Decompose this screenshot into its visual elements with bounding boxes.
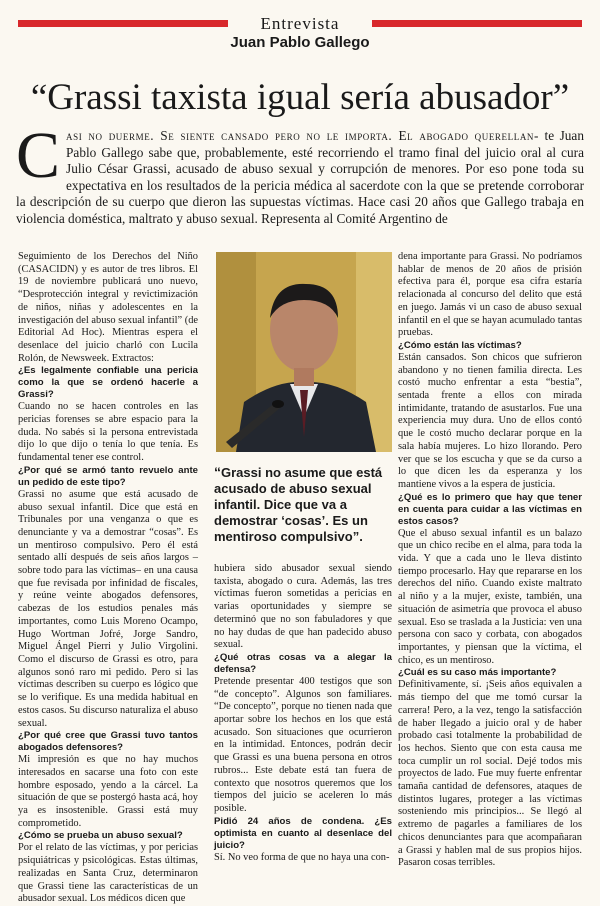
column-left [18, 251, 198, 905]
interview-question: ¿Cómo están las víctimas? [398, 339, 522, 351]
lead-smallcaps: asi no duerme. Se siente cansado pero no le importa. El abogado querellan- [66, 128, 540, 143]
body-paragraph: Sí. No veo forma de que no haya una con- [214, 851, 390, 863]
body-paragraph: Seguimiento de los Derechos del Niño (CASACIDN) y es autor de tres libros. El 19 de noviembre publicará uno nuevo, “Desprotección integral y revictimización de niños, niñas y adolescentes en la investigación del abuso sexual infantil” (de Editorial Ad Hoc). Mientras espera el desenlace del juicio charló con Lucila Rolón, de Newsweek. Extractos: [18, 251, 198, 364]
column-middle [214, 563, 392, 863]
pull-quote [214, 464, 392, 545]
body-paragraph: Cuando no se hacen controles en las pericias forenses se abre espacio para la duda. No sabés si la persona entrevistada dijo lo que dijo o tenía lo que tenía. Es fundamental tener ese control. [18, 401, 198, 464]
article-header [0, 0, 600, 72]
headline: “Grassi taxista igual sería abusador” [30, 77, 570, 118]
interview-question: ¿Es legalmente confiable una pericia como la que se ordenó hacerle a Grassi? [18, 365, 198, 401]
header-rule-right [372, 20, 582, 27]
body-paragraph: hubiera sido abusador sexual siendo taxista, abogado o cura. Además, las tres víctimas fueron sometidas a pericias en varias oportunidades y siempre se determinó que no son fabuladores y que no hay dudas de que han padecido abuso sexual. [214, 563, 392, 651]
lead-paragraph [16, 119, 584, 227]
body-paragraph: dena importante para Grassi. No podríamos hablar de menos de 20 años de prisión efectiva para él, porque esa cifra estaría relacionada al concurso del delito que está en juego. Jamás vi un caso de abuso sexual infantil en el que se hayan acumulado tantas pruebas. [398, 251, 582, 339]
column-right [398, 251, 582, 869]
interview-question: ¿Por qué cree que Grassi tuvo tantos abogados defensores? [18, 730, 198, 754]
body-paragraph: Mi impresión es que no hay muchos interesados en sacarse una foto con este hombre esposado, yendo a la cárcel. La situación de que se postergó hasta acá, hoy ya es insostenible. Grassi está muy comprometido. [18, 754, 198, 829]
portrait-photo [216, 252, 392, 452]
interview-question: ¿Cómo se prueba un abuso sexual? [18, 830, 183, 842]
interview-question: ¿Cuál es su caso más importante? [398, 667, 557, 679]
portrait-illustration [216, 252, 392, 452]
drop-cap: C [16, 119, 61, 192]
pull-quote-open-mark: “ [214, 464, 221, 480]
pull-quote-text: Grassi no asume que está acusado de abuso sexual infantil. Dice que va a demostrar ‘cosas’. Es un mentiroso compulsivo”. [214, 465, 383, 544]
interview-question: ¿Qué otras cosas va a alegar la defensa? [214, 651, 392, 675]
header-rule-left [18, 20, 228, 27]
section-kicker: Entrevista [260, 14, 340, 33]
interviewee-name: Juan Pablo Gallego [230, 34, 370, 51]
interview-question: Pidió 24 años de condena. ¿Es optimista en cuanto al desenlace del juicio? [214, 815, 392, 851]
body-paragraph: Grassi no asume que está acusado de abuso sexual infantil. Dice que está en Tribunales por una venganza o que es denunciante y va a demostrar “cosas”. Es un mentiroso compulsivo. Pero él está sentado allí después de seis años largos –sobre todo para las víctimas– en una causa que fue revisada por infinidad de fiscales, y reúne veinte abogados defensores, cabezas de los estudios penales más importantes, como Luis Moreno Ocampo, Hugo Wortman Jofré, Jorge Sandro, Miguel Ángel Pierri y Julio Virgolini. Como el discurso de Grassi es otro, para algunos sonó raro mi pedido. Pero si las víctimas describen su cuerpo es lógico que se lo verifique. Es una medida habitual en estos casos. Su discurso naturaliza el abuso sexual. [18, 488, 198, 729]
body-paragraph: Por el relato de las víctimas, y por pericias psiquiátricas y psicológicas. Estas últimas, realizadas en Santa Cruz, determinaron que Grassi tiene las características de un abusador sexual. Los médicos dicen que [18, 842, 198, 905]
interview-question: ¿Por qué se armó tanto revuelo ante un pedido de este tipo? [18, 464, 198, 488]
body-paragraph: Pretende presentar 400 testigos que son “de concepto”. Algunos son familiares. “De concepto”, porque no tienen nada que aportar sobre los hechos en los que está acusado. Son situaciones que ocurrieron en la intimidad. Entonces, podrán decir que Grassi es una buena persona en otros rubros... Este debate está tan fuera de contexto que nosotros queremos que los tiempos del juicio se aceleren lo más posible. [214, 675, 392, 814]
body-paragraph: Que el abuso sexual infantil es un balazo que un chico recibe en el alma, para toda la vida. Y que a cada uno le lleva distinto tiempo procesarlo. Hay que repararse en los derechos del niño. Cuando existe maltrato al niño y a la mujer, existe, también, una situación de asimetría que provoca el abuso sexual. Eso se traslada a la Justicia: ven una persona con saco y corbata, con abogados importantes, y piensan que la víctima, el chico, es un mentiroso. [398, 527, 582, 666]
body-paragraph: Definitivamente, sí. ¡Seis años equivalen a más tiempo del que me tomó cursar la carrera! Pero, a la vez, tengo la satisfacción de haber llegado a juicio oral y de haber probado casi totalmente la probabilidad de los hechos. Siento que con esta causa me toca cumplir un rol social. Dejé todos mis proyectos de lado. Fue muy fuerte enfrentar tamaña cantidad de defensores, ataques de distintos lugares, proteger a las víctimas sosteniendo mis principios... Se llegó al extremo de pagarles a familiares de los chicos denunciantes para que acompañaran a Grassi y hablen mal de sus propios hijos. Pasaron cosas terribles. [398, 679, 582, 869]
body-paragraph: Están cansados. Son chicos que sufrieron abandono y no tienen familia directa. Les costó mucho enfrentar a esta “bestia”, sentada frente a ellos con mirada intimidante, tratando de asustarlos. Fue una experiencia muy dura. Uno de ellos contó que le costó mucho declarar porque en la sala había mujeres. Lo hizo llorando. Pero ver que se los escucha y que se da curso a lo que dicen les da esperanza y los mantiene vivos a la espera de justicia. [398, 351, 582, 490]
lead-text: te Juan Pablo Gallego sabe que, probablemente, esté recorriendo el tramo final del juicio oral al cura Julio César Grassi, acusado de abuso sexual y corrupción de menores. Por eso pone toda su expectativa en los resultados de la pericia médica al sacerdote con la que se pretende corroborar la descripción de su cuerpo que dieron las supuestas víctimas. Hace casi 20 años que Gallego trabaja en violencia doméstica, maltrato y abuso sexual. Representa al Comité Argentino de [16, 128, 584, 226]
interview-question: ¿Qué es lo primero que hay que tener en cuenta para cuidar a las víctimas en estos casos? [398, 491, 582, 527]
